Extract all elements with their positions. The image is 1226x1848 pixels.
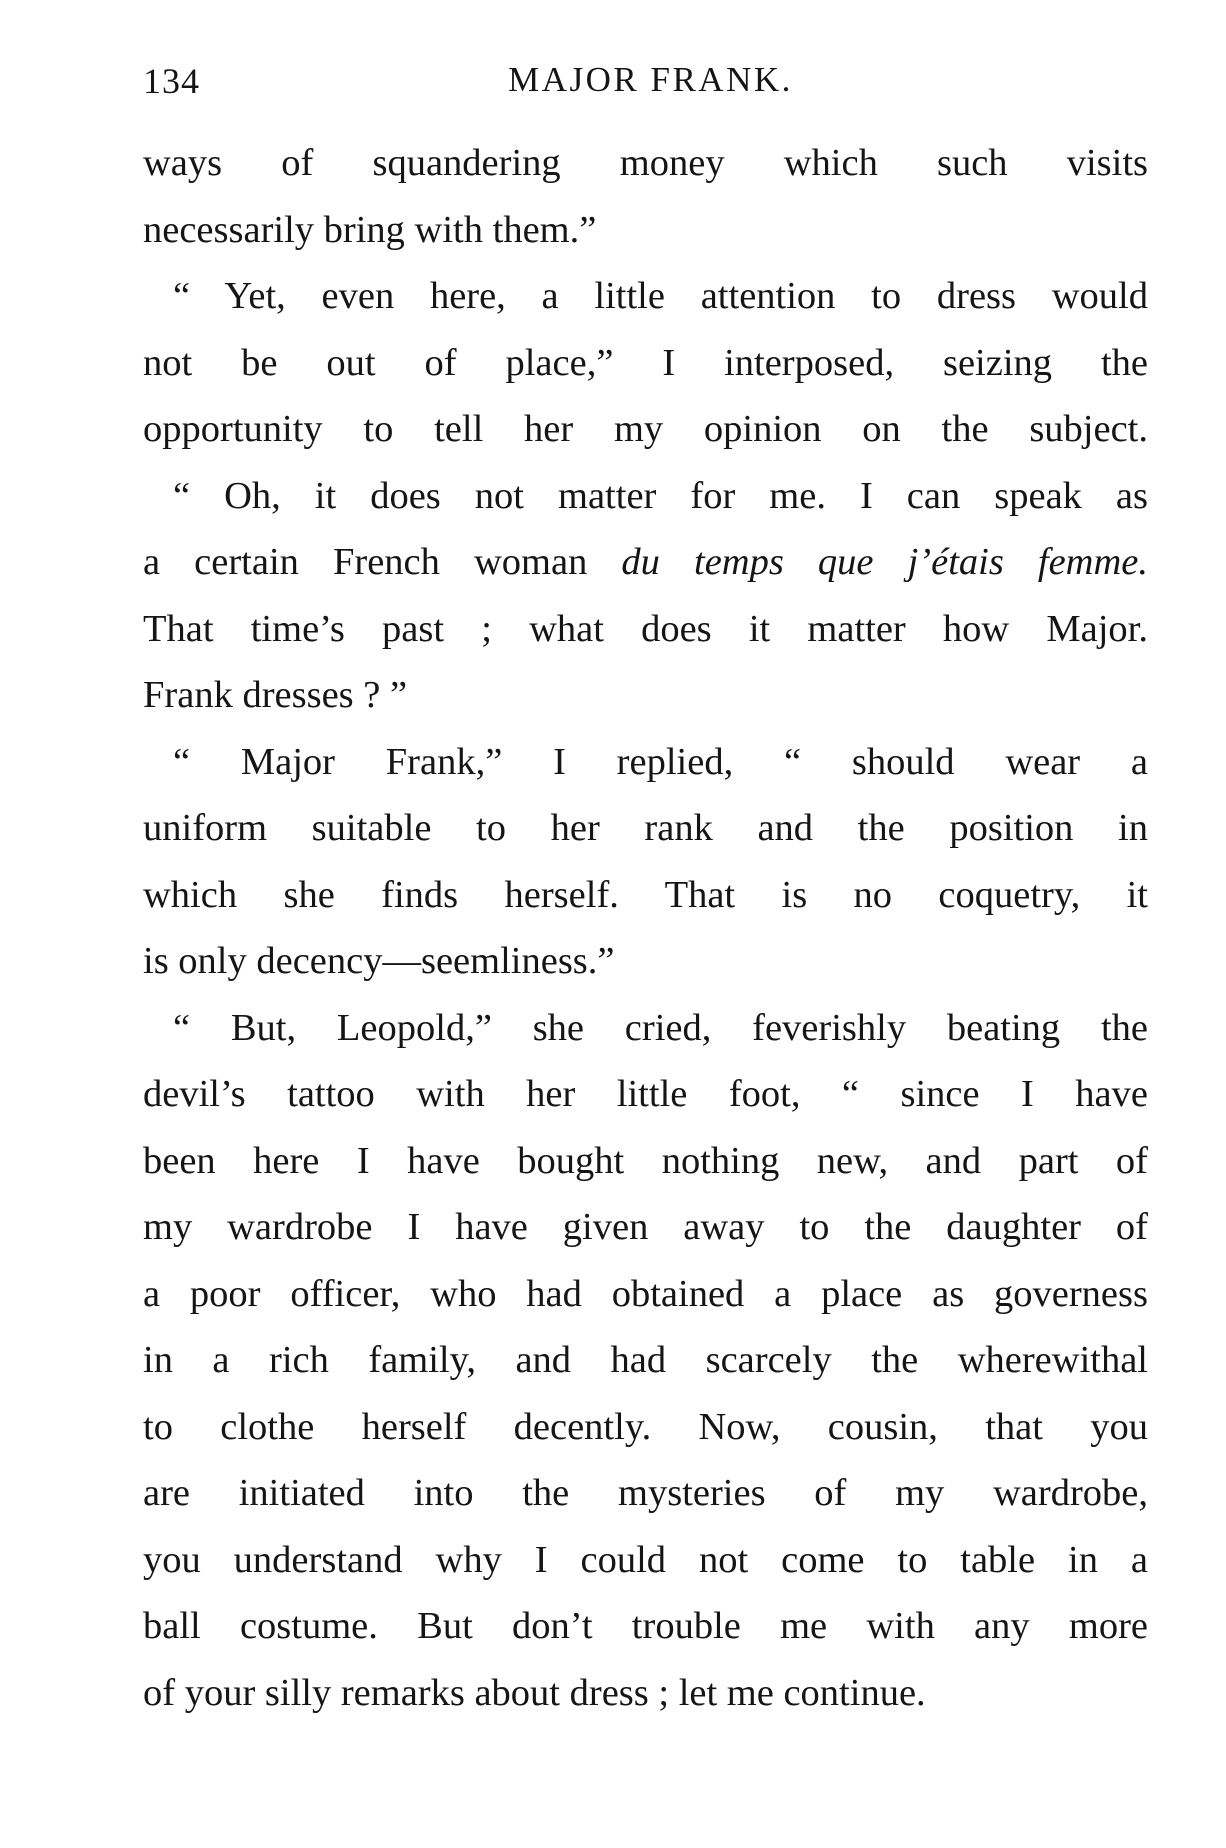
text-line: in a rich family, and had scarcely the wherewithal — [143, 1339, 1148, 1381]
text-line: uniform suitable to her rank and the position in — [143, 807, 1148, 849]
text-line-mixed — [143, 529, 1148, 596]
text-line: opportunity to tell her my opinion on the subject. — [143, 408, 1148, 450]
text-line: ways of squandering money which such visits — [143, 142, 1148, 184]
text-line: ball costume. But don’t trouble me with any more — [143, 1605, 1148, 1647]
text-line: been here I have bought nothing new, and part of — [143, 1139, 1148, 1182]
text-line: to clothe herself decently. Now, cousin, that you — [143, 1405, 1148, 1448]
italic-phrase: du temps que j’étais femme. — [621, 541, 1149, 583]
text-line: not be out of place,” I interposed, seizing the — [143, 341, 1148, 384]
text-line: my wardrobe I have given away to the daughter of — [143, 1206, 1148, 1248]
text-line: “ But, Leopold,” she cried, feverishly beating the — [173, 1006, 1148, 1049]
text-line: “ Oh, it does not matter for me. I can speak as — [173, 474, 1148, 517]
page-number: 134 — [143, 61, 200, 101]
text-line: which she finds herself. That is no coquetry, it — [143, 873, 1148, 916]
text-line: Frank dresses ? ” — [143, 674, 408, 716]
text-line: a poor officer, who had obtained a place as governess — [143, 1272, 1148, 1315]
running-title: MAJOR FRANK. — [508, 60, 793, 99]
running-head — [143, 60, 1148, 110]
body-text — [143, 130, 1148, 1726]
text-line: “ Yet, even here, a little attention to dress would — [173, 275, 1148, 317]
text-line: necessarily bring with them.” — [143, 208, 597, 251]
text-line: of your silly remarks about dress ; let me continue. — [143, 1671, 926, 1714]
text-line: That time’s past ; what does it matter how Major. — [143, 607, 1148, 650]
text-line: you understand why I could not come to table in a — [143, 1538, 1148, 1581]
text-line: is only decency—seemliness.” — [143, 940, 615, 982]
text-line: “ Major Frank,” I replied, “ should wear a — [173, 740, 1148, 783]
text-segment: a certain French woman — [143, 541, 588, 583]
text-line: are initiated into the mysteries of my wardrobe, — [143, 1472, 1148, 1514]
text-line: devil’s tattoo with her little foot, “ since I have — [143, 1073, 1148, 1115]
